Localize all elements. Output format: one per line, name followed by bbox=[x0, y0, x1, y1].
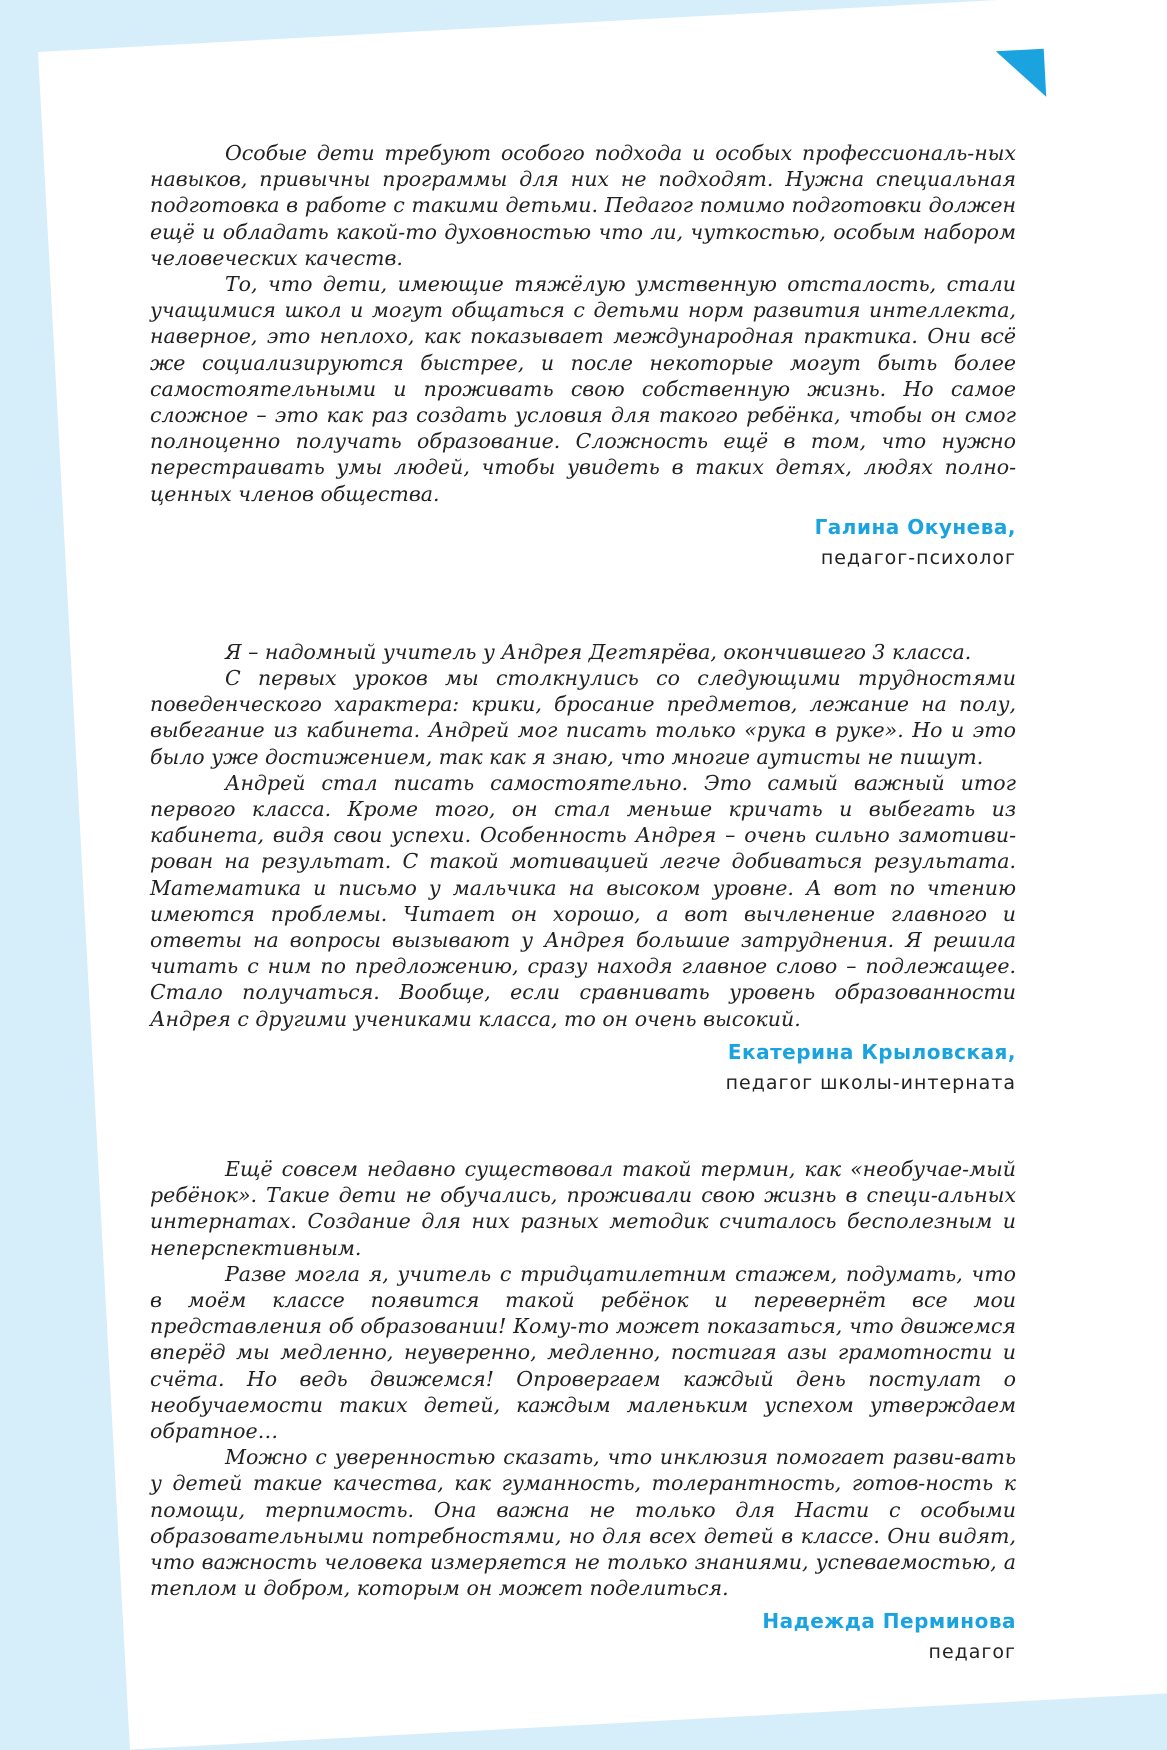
quote-paragraph: Разве могла я, учитель с тридцатилетним стажем, подумать, что в моём классе появится такой ребёнок и перевернёт все мои представления об образовании! Кому-то может показаться, что движемся вперёд мы медленно, неуверенно, медленно, постигая азы грамотности и счёта. Но ведь движемся! Опровергаем каждый день постулат о необучаемости таких детей, каждым маленьким успехом утверждаем обратное… bbox=[150, 1261, 1016, 1443]
author-name: Екатерина Крыловская, bbox=[727, 1039, 1016, 1064]
author-name: Галина Окунева, bbox=[814, 514, 1016, 539]
quote-block-1 bbox=[150, 140, 1016, 569]
corner-accent-icon bbox=[996, 49, 1046, 99]
quote-paragraph: Андрей стал писать самостоятельно. Это самый важный итог первого класса. Кроме того, он стал меньше кричать и выбегать из кабинета, видя свои успехи. Особенность Андрея – очень сильно замотиви-рован на результат. С такой мотивацией легче добиваться результата. Математика и письмо у мальчика на высоком уровне. А вот по чтению имеются проблемы. Читает он хорошо, а вот вычленение главного и ответы на вопросы вызывают у Андрея большие затруднения. Я решила читать с ним по предложению, сразу находя главное слово – подлежащее. Стало получаться. Вообще, если сравнивать уровень образованности Андрея с другими учениками класса, то он очень высокий. bbox=[150, 770, 1016, 1031]
quote-block-2 bbox=[150, 639, 1016, 1094]
page-content bbox=[150, 140, 1016, 1663]
quote-paragraph: Я – надомный учитель у Андрея Дегтярёва, окончившего 3 класса. bbox=[225, 639, 972, 664]
author-role: педагог школы-интерната bbox=[725, 1071, 1016, 1094]
quote-paragraph: Ещё совсем недавно существовал такой термин, как «необучае-мый ребёнок». Такие дети не обучались, проживали свою жизнь в специ-альных интернатах. Создание для них разных методик считалось бесполезным и неперспективным. bbox=[150, 1156, 1016, 1260]
quote-paragraph: Особые дети требуют особого подхода и особых профессиональ-ных навыков, привычны программы для них не подходят. Нужна специальная подготовка в работе с такими детьми. Педагог помимо подготовки должен ещё и обладать какой-то духовностью что ли, чуткостью, особым набором человеческих качеств. bbox=[150, 141, 1016, 270]
quote-paragraph: Можно с уверенностью сказать, что инклюзия помогает разви-вать у детей такие качества, как гуманность, толерантность, готов-ность к помощи, терпимость. Она важна не только для Насти с особыми образовательными потребностями, но для всех детей в классе. Они видят, что важность человека измеряется не только знаниями, успеваемостью, а теплом и добром, которым он может поделиться. bbox=[150, 1445, 1016, 1601]
author-role: педагог-психолог bbox=[820, 546, 1016, 569]
quote-paragraph: То, что дети, имеющие тяжёлую умственную отсталость, стали учащимися школ и могут общаться с детьми норм развития интеллекта, наверное, это неплохо, как показывает международная практика. Они всё же социализируются быстрее, и после некоторые могут быть более самостоятельными и проживать свою собственную жизнь. Но самое сложное – это как раз создать условия для такого ребёнка, чтобы он смог полноценно получать образование. Сложность ещё в том, что нужно перестраивать умы людей, чтобы увидеть в таких детях, людях полно-ценных членов общества. bbox=[150, 272, 1016, 506]
quote-block-3 bbox=[150, 1156, 1016, 1663]
quote-paragraph: С первых уроков мы столкнулись со следующими трудностями поведенческого характера: крики, бросание предметов, лежание на полу, выбегание из кабинета. Андрей мог писать только «рука в руке». Но и это было уже достижением, так как я знаю, что многие аутисты не пишут. bbox=[150, 666, 1016, 769]
author-name: Надежда Перминова bbox=[762, 1609, 1016, 1634]
author-role: педагог bbox=[928, 1641, 1016, 1664]
